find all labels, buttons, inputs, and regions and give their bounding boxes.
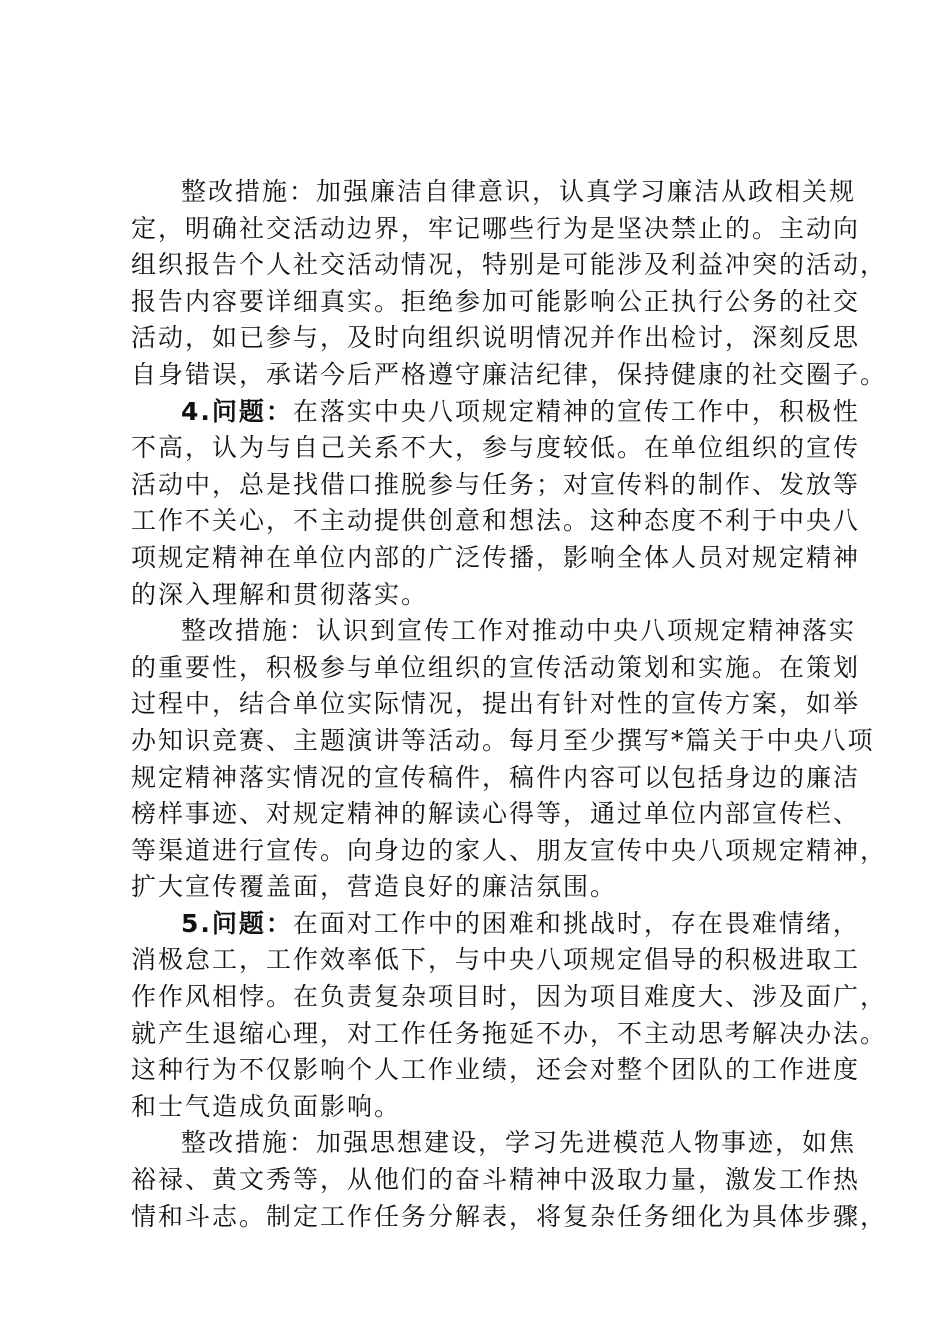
problem-text: 在落实中央八项规定精神的宣传工作中，积极性 [292,396,860,426]
text-line: 等渠道进行宣传。向身边的家人、朋友宣传中央八项规定精神， [131,835,888,865]
text-line [131,394,860,431]
text-line: 和士气造成负面影响。 [131,1091,402,1121]
text-line: 扩大宣传覆盖面，营造良好的廉洁氛围。 [131,872,618,902]
text-line: 组织报告个人社交活动情况，特别是可能涉及利益冲突的活动， [131,250,888,280]
text-line: 整改措施：认识到宣传工作对推动中央八项规定精神落实 [181,616,857,646]
document-body [131,174,888,1235]
text-line: 整改措施：加强廉洁自律意识，认真学习廉洁从政相关规 [181,177,857,206]
text-line: 活动，如已参与，及时向组织说明情况并作出检讨，深刻反思 [131,323,861,353]
text-line: 的深入理解和贯彻落实。 [131,579,429,609]
text-line: 作作风相悖。在负责复杂项目时，因为项目难度大、涉及面广， [131,982,888,1012]
text-line: 整改措施：加强思想建设，学习先进模范人物事迹，如焦 [181,1128,857,1158]
text-line: 办知识竞赛、主题演讲等活动。每月至少撰写*篇关于中央八项 [131,725,875,755]
text-line: 这种行为不仅影响个人工作业绩，还会对整个团队的工作进度 [131,1055,861,1085]
paragraph-problem-4 [131,394,861,614]
text-line: 活动中，总是找借口推脱参与任务；对宣传料的制作、发放等 [131,469,861,499]
paragraph-rectification-measures-3 [131,1125,888,1235]
text-line: 规定精神落实情况的宣传稿件，稿件内容可以包括身边的廉洁 [131,762,861,792]
text-line: 定，明确社交活动边界，牢记哪些行为是坚决禁止的。主动向 [131,213,861,243]
text-line: 消极怠工，工作效率低下，与中央八项规定倡导的积极进取工 [131,945,861,975]
text-line: 过程中，结合单位实际情况，提出有针对性的宣传方案，如举 [131,689,861,719]
text-line: 裕禄、黄文秀等，从他们的奋斗精神中汲取力量，激发工作热 [131,1165,861,1195]
text-line: 自身错误，承诺今后严格遵守廉洁纪律，保持健康的社交圈子。 [131,359,888,389]
paragraph-problem-5 [131,906,888,1126]
text-line [131,906,860,943]
text-line: 项规定精神在单位内部的广泛传播，影响全体人员对规定精神 [131,542,861,572]
text-line: 报告内容要详细真实。拒绝参加可能影响公正执行公务的社交 [131,286,861,316]
problem-heading: 4.问题： [181,396,293,426]
paragraph-rectification-measures-1 [131,174,888,394]
text-line: 情和斗志。制定工作任务分解表，将复杂任务细化为具体步骤， [131,1201,888,1231]
problem-heading: 5.问题： [181,908,293,938]
text-line: 的重要性，积极参与单位组织的宣传活动策划和实施。在策划 [131,652,861,682]
text-line: 榜样事迹、对规定精神的解读心得等，通过单位内部宣传栏、 [131,799,861,829]
text-line: 工作不关心，不主动提供创意和想法。这种态度不利于中央八 [131,506,861,536]
problem-text: 在面对工作中的困难和挑战时，存在畏难情绪， [292,908,860,938]
text-line: 就产生退缩心理，对工作任务拖延不办，不主动思考解决办法。 [131,1018,888,1048]
text-line: 不高，认为与自己关系不大，参与度较低。在单位组织的宣传 [131,433,861,463]
paragraph-rectification-measures-2 [131,613,888,906]
